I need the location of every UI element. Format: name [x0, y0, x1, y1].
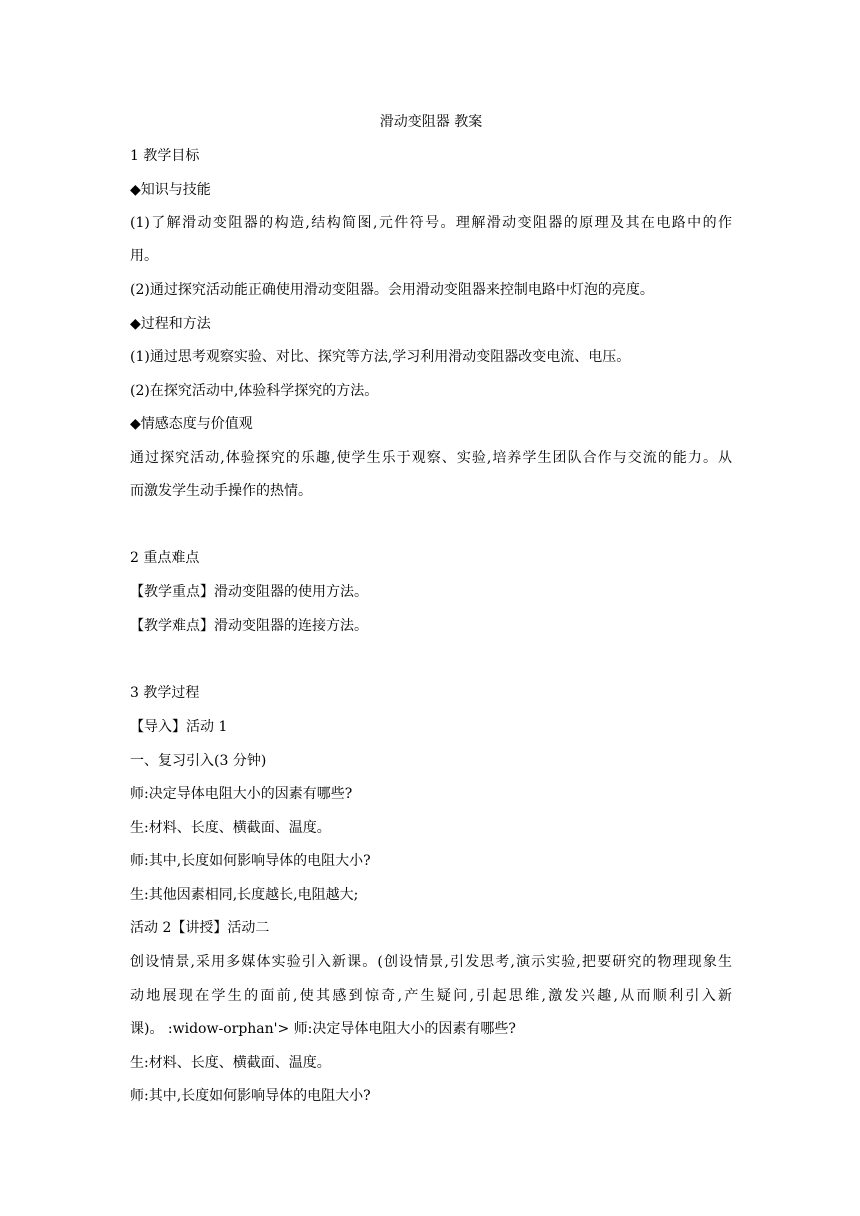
document-page — [130, 0, 732, 1216]
section-heading-objectives: 1 教学目标 — [130, 148, 200, 164]
paragraph-line: 通过探究活动,体验探究的乐趣,使学生乐于观察、实验,培养学生团队合作与交流的能力。从 — [130, 450, 732, 466]
paragraph-line: 师:决定导体电阻大小的因素有哪些? — [130, 786, 353, 802]
paragraph-line: (1)了解滑动变阻器的构造,结构简图,元件符号。理解滑动变阻器的原理及其在电路中的作 — [130, 215, 732, 231]
document-title: 滑动变阻器 教案 — [379, 114, 483, 130]
paragraph-line: 生:材料、长度、横截面、温度。 — [130, 1055, 331, 1071]
paragraph-line: 生:材料、长度、横截面、温度。 — [130, 820, 331, 836]
paragraph-line: (2)通过探究活动能正确使用滑动变阻器。会用滑动变阻器来控制电路中灯泡的亮度。 — [130, 282, 654, 298]
subheading-attitudes-values: ◆情感态度与价值观 — [130, 416, 253, 432]
paragraph-line: 师:其中,长度如何影响导体的电阻大小? — [130, 853, 371, 869]
paragraph-line: 而激发学生动手操作的热情。 — [130, 483, 312, 499]
paragraph-line: 用。 — [130, 248, 158, 264]
paragraph-line: 【导入】活动 1 — [130, 719, 228, 735]
paragraph-line: 生:其他因素相同,长度越长,电阻越大; — [130, 887, 359, 903]
subheading-process-methods: ◆过程和方法 — [130, 316, 211, 332]
paragraph-line: 【教学难点】滑动变阻器的连接方法。 — [130, 618, 368, 634]
paragraph-line: 动地展现在学生的面前,使其感到惊奇,产生疑问,引起思维,激发兴趣,从而顺利引入新 — [130, 988, 732, 1004]
subheading-knowledge-skills: ◆知识与技能 — [130, 182, 211, 198]
paragraph-line: (2)在探究活动中,体验科学探究的方法。 — [130, 383, 379, 399]
paragraph-line: 【教学重点】滑动变阻器的使用方法。 — [130, 584, 368, 600]
paragraph-line: 师:其中,长度如何影响导体的电阻大小? — [130, 1088, 371, 1104]
paragraph-line: (1)通过思考观察实验、对比、探究等方法,学习利用滑动变阻器改变电流、电压。 — [130, 349, 631, 365]
section-heading-key-points: 2 重点难点 — [130, 550, 200, 566]
paragraph-line: 创设情景,采用多媒体实验引入新课。(创设情景,引发思考,演示实验,把要研究的物理现象生 — [130, 954, 732, 970]
paragraph-line: 一、复习引入(3 分钟) — [130, 753, 267, 769]
section-heading-teaching-process: 3 教学过程 — [130, 685, 200, 701]
paragraph-line: 活动 2【讲授】活动二 — [130, 920, 270, 936]
paragraph-line: 课)。 :widow-orphan'> 师:决定导体电阻大小的因素有哪些? — [130, 1021, 516, 1037]
